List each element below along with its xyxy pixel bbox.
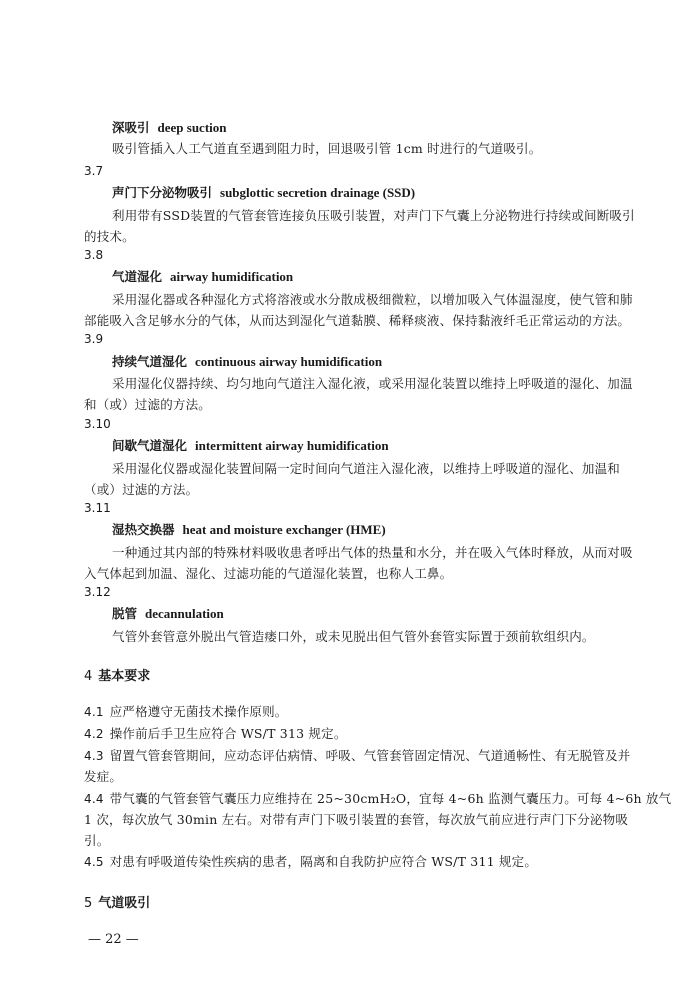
- term-hme: [112, 520, 386, 538]
- term-zh: 湿热交换器: [112, 522, 175, 537]
- clause-number: 3.10: [84, 417, 111, 431]
- term-en: continuous airway humidification: [195, 354, 383, 369]
- term-ssd: [112, 183, 415, 201]
- term-intermittent-humidification: [112, 436, 389, 454]
- term-zh: 持续气道湿化: [112, 354, 188, 369]
- definition-line: 吸引管插入人工气道直至遇到阻力时，回退吸引管 1cm 时进行的气道吸引。: [112, 141, 542, 156]
- term-zh: 深吸引: [112, 120, 150, 135]
- term-deep-suction: [112, 118, 227, 136]
- clause-number: 3.9: [84, 332, 104, 346]
- definition-line: 采用湿化仪器持续、均匀地向气道注入湿化液，或采用湿化装置以维持上呼吸道的湿化、加温: [112, 376, 633, 391]
- requirement-continuation: 1 次，每次放气 30min 左右。对带有声门下吸引装置的套管，每次放气前应进行声门下分泌物吸: [84, 812, 629, 827]
- requirement-text: 带气囊的气管套管气囊压力应维持在 25~30cmH₂O，宜每 4~6h 监测气囊压力。可每 4~6h 放气: [109, 791, 672, 806]
- definition-line: 利用带有SSD装置的气管套管连接负压吸引装置，对声门下气囊上分泌物进行持续或间断吸引: [112, 208, 635, 223]
- requirement-text: 操作前后手卫生应符合 WS/T 313 规定。: [109, 726, 347, 741]
- term-en: airway humidification: [170, 269, 294, 284]
- clause-number: 3.7: [84, 164, 104, 178]
- definition-line: （或）过滤的方法。: [84, 482, 199, 497]
- definition-line: 部能吸入含足够水分的气体，从而达到湿化气道黏膜、稀释痰液、保持黏液纤毛正常运动的方法。: [84, 313, 631, 328]
- section-title: 基本要求: [98, 669, 151, 684]
- requirement-item: [84, 789, 671, 807]
- clause-number: 3.8: [84, 248, 104, 262]
- page-number: — 22 —: [88, 932, 139, 947]
- requirement-continuation: 发症。: [84, 769, 123, 784]
- requirement-number: 4.4: [84, 792, 104, 806]
- section-title: 气道吸引: [98, 896, 151, 911]
- term-en: deep suction: [157, 120, 227, 135]
- requirement-text: 留置气管套管期间，应动态评估病情、呼吸、气管套管固定情况、气道通畅性、有无脱管及并: [109, 748, 631, 763]
- term-airway-humidification: [112, 267, 293, 285]
- term-en: subglottic secretion drainage (SSD): [220, 185, 416, 200]
- definition-line: 入气体起到加温、湿化、过滤功能的气道湿化装置，也称人工鼻。: [84, 566, 453, 581]
- requirement-item: [84, 746, 630, 764]
- section-heading-4: [84, 665, 150, 684]
- definition-line: 采用湿化仪器或湿化装置间隔一定时间向气道注入湿化液，以维持上呼吸道的湿化、加温和: [112, 461, 621, 476]
- term-zh: 间歇气道湿化: [112, 438, 188, 453]
- definition-line: 采用湿化器或各种湿化方式将溶液或水分散成极细微粒，以增加吸入气体温湿度，使气管和肺: [112, 292, 633, 307]
- requirement-item: [84, 702, 288, 720]
- requirement-number: 4.1: [84, 705, 104, 719]
- section-number: 4: [84, 669, 93, 684]
- clause-number: 3.12: [84, 585, 111, 599]
- requirement-text: 应严格遵守无菌技术操作原则。: [109, 704, 288, 719]
- term-zh: 脱管: [112, 606, 138, 621]
- definition-line: 一种通过其内部的特殊材料吸收患者呼出气体的热量和水分，并在吸入气体时释放，从而对吸: [112, 545, 633, 560]
- requirement-number: 4.5: [84, 855, 104, 869]
- requirement-number: 4.3: [84, 749, 104, 763]
- section-number: 5: [84, 896, 93, 911]
- term-continuous-humidification: [112, 352, 382, 370]
- term-zh: 气道湿化: [112, 269, 163, 284]
- definition-line: 气管外套管意外脱出气管造瘘口外，或未见脱出但气管外套管实际置于颈前软组织内。: [112, 629, 595, 644]
- requirement-text: 对患有呼吸道传染性疾病的患者，隔离和自我防护应符合 WS/T 311 规定。: [109, 854, 538, 869]
- term-en: decannulation: [145, 606, 224, 621]
- term-en: intermittent airway humidification: [195, 438, 389, 453]
- requirement-item: [84, 852, 537, 870]
- section-heading-5: [84, 892, 150, 911]
- requirement-item: [84, 724, 347, 742]
- requirement-continuation: 引。: [84, 833, 110, 848]
- requirement-number: 4.2: [84, 727, 104, 741]
- definition-line: 和（或）过滤的方法。: [84, 397, 212, 412]
- clause-number: 3.11: [84, 501, 111, 515]
- term-en: heat and moisture exchanger (HME): [182, 522, 386, 537]
- definition-line: 的技术。: [84, 229, 135, 244]
- term-zh: 声门下分泌物吸引: [112, 185, 213, 200]
- term-decannulation: [112, 604, 224, 622]
